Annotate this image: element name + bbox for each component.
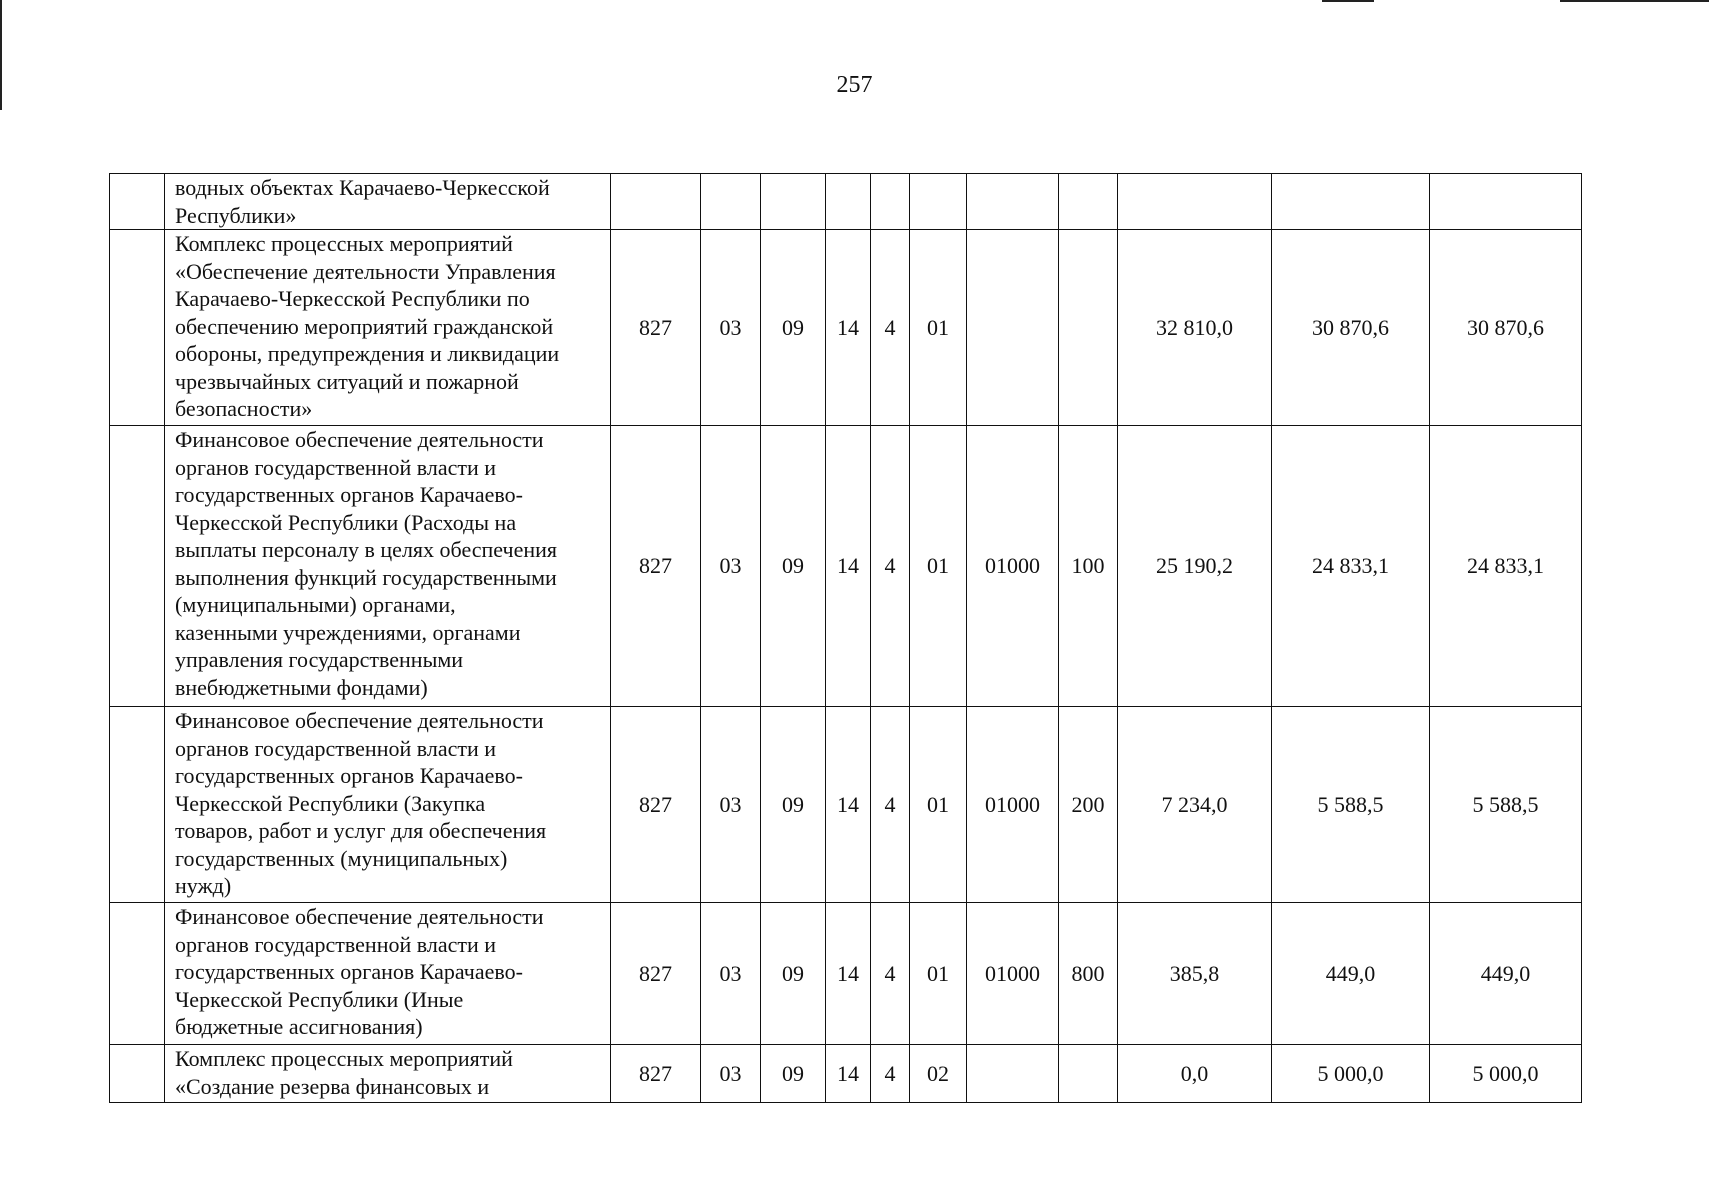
cell-csr2: 4 [871, 903, 910, 1045]
item-name-line: государственных (муниципальных) [175, 845, 508, 871]
cell-v1: 7 234,0 [1118, 707, 1272, 903]
cell-v3 [1430, 174, 1582, 230]
item-name-line: чрезвычайных ситуаций и пожарной [175, 368, 519, 394]
item-name-line: государственных органов Карачаево- [175, 482, 523, 507]
table-row [110, 426, 1582, 707]
cell-csr4: 01000 [967, 903, 1059, 1045]
item-name-cell [165, 707, 611, 903]
cell-csr2: 4 [871, 426, 910, 707]
item-name-cell [165, 174, 611, 230]
cell-rz: 03 [701, 230, 761, 426]
cell-pr [761, 174, 826, 230]
cell-rz [701, 174, 761, 230]
budget-table [109, 173, 1582, 1103]
cell-v2: 449,0 [1272, 903, 1430, 1045]
cell-glava: 827 [611, 426, 701, 707]
cell-csr1: 14 [826, 1045, 871, 1103]
cell-csr3: 01 [910, 426, 967, 707]
item-name-line: обороны, предупреждения и ликвидации [175, 341, 560, 366]
item-name-line: органов государственной власти и [175, 735, 497, 761]
cell-csr3: 01 [910, 230, 967, 426]
cell-csr4: 01000 [967, 707, 1059, 903]
item-name-line: управления государственными [175, 647, 464, 672]
item-name-line: выполнения функций государственными [175, 564, 557, 590]
table-row [110, 1045, 1582, 1103]
item-name-line: Черкесской Республики (Закупка [175, 790, 486, 816]
item-name-cell [165, 1045, 611, 1103]
cell-v3: 5 000,0 [1430, 1045, 1582, 1103]
cell-v1: 25 190,2 [1118, 426, 1272, 707]
cell-v2: 24 833,1 [1272, 426, 1430, 707]
cell-vr [1059, 230, 1118, 426]
item-name-line: нужд) [175, 873, 232, 898]
cell-rz: 03 [701, 1045, 761, 1103]
cell-csr3 [910, 174, 967, 230]
item-name-line: обеспечению мероприятий гражданской [175, 313, 554, 339]
item-name-line: государственных органов Карачаево- [175, 959, 523, 984]
cell-vr: 100 [1059, 426, 1118, 707]
cell-vr: 200 [1059, 707, 1118, 903]
cell-pr: 09 [761, 707, 826, 903]
cell-rz: 03 [701, 707, 761, 903]
cell-csr1: 14 [826, 903, 871, 1045]
cell-csr2: 4 [871, 707, 910, 903]
cell-csr1 [826, 174, 871, 230]
cell-v1: 32 810,0 [1118, 230, 1272, 426]
cell-pr: 09 [761, 903, 826, 1045]
row-index-cell [110, 174, 165, 230]
item-name-line: органов государственной власти и [175, 454, 497, 480]
item-name-line: Комплекс процессных мероприятий [175, 1046, 513, 1071]
item-name-line: «Создание резерва финансовых и [175, 1073, 490, 1099]
cell-glava [611, 174, 701, 230]
item-name-line: Финансовое обеспечение деятельности [175, 708, 544, 733]
cell-glava: 827 [611, 1045, 701, 1103]
cell-v1: 385,8 [1118, 903, 1272, 1045]
cell-v3: 30 870,6 [1430, 230, 1582, 426]
item-name-line: «Обеспечение деятельности Управления [175, 258, 556, 284]
cell-csr1: 14 [826, 230, 871, 426]
cell-glava: 827 [611, 707, 701, 903]
item-name-line: бюджетные ассигнования) [175, 1014, 423, 1039]
scan-top-line [1322, 0, 1374, 2]
item-name-line: Финансовое обеспечение деятельности [175, 427, 544, 452]
cell-pr: 09 [761, 426, 826, 707]
cell-v3: 449,0 [1430, 903, 1582, 1045]
table-row [110, 903, 1582, 1045]
item-name-line: внебюджетными фондами) [175, 674, 428, 700]
table-body [110, 174, 1582, 1103]
item-name-line: казенными учреждениями, органами [175, 619, 521, 645]
table-row [110, 230, 1582, 426]
cell-v3: 5 588,5 [1430, 707, 1582, 903]
item-name-line: Комплекс процессных мероприятий [175, 231, 513, 256]
item-name-line: Республики» [175, 202, 297, 228]
cell-csr4 [967, 174, 1059, 230]
cell-v3: 24 833,1 [1430, 426, 1582, 707]
cell-glava: 827 [611, 230, 701, 426]
row-index-cell [110, 426, 165, 707]
cell-csr1: 14 [826, 426, 871, 707]
cell-v2: 5 588,5 [1272, 707, 1430, 903]
cell-v2: 30 870,6 [1272, 230, 1430, 426]
row-index-cell [110, 707, 165, 903]
item-name-line: безопасности» [175, 396, 313, 421]
cell-rz: 03 [701, 426, 761, 707]
row-index-cell [110, 230, 165, 426]
row-index-cell [110, 1045, 165, 1103]
item-name-line: Карачаево-Черкесской Республики по [175, 286, 530, 311]
row-index-cell [110, 903, 165, 1045]
item-name-line: Черкесской Республики (Иные [175, 986, 464, 1012]
item-name-line: Финансовое обеспечение деятельности [175, 904, 544, 929]
item-name-cell [165, 903, 611, 1045]
cell-csr2 [871, 174, 910, 230]
table-row [110, 707, 1582, 903]
item-name-line: водных объектах Карачаево-Черкесской [175, 175, 550, 200]
cell-vr [1059, 1045, 1118, 1103]
table-row [110, 174, 1582, 230]
item-name-cell [165, 426, 611, 707]
item-name-line: органов государственной власти и [175, 931, 497, 957]
cell-csr3: 02 [910, 1045, 967, 1103]
scan-top-line [1560, 0, 1709, 2]
cell-vr: 800 [1059, 903, 1118, 1045]
cell-v1: 0,0 [1118, 1045, 1272, 1103]
cell-v1 [1118, 174, 1272, 230]
item-name-line: товаров, работ и услуг для обеспечения [175, 818, 547, 843]
cell-rz: 03 [701, 903, 761, 1045]
cell-v2: 5 000,0 [1272, 1045, 1430, 1103]
cell-pr: 09 [761, 1045, 826, 1103]
item-name-cell [165, 230, 611, 426]
item-name-line: государственных органов Карачаево- [175, 763, 523, 788]
page-number: 257 [836, 72, 873, 98]
cell-v2 [1272, 174, 1430, 230]
cell-csr2: 4 [871, 230, 910, 426]
cell-csr2: 4 [871, 1045, 910, 1103]
cell-csr1: 14 [826, 707, 871, 903]
cell-csr4 [967, 1045, 1059, 1103]
cell-csr3: 01 [910, 707, 967, 903]
cell-csr4: 01000 [967, 426, 1059, 707]
cell-csr4 [967, 230, 1059, 426]
item-name-line: (муниципальными) органами, [175, 592, 456, 617]
cell-vr [1059, 174, 1118, 230]
item-name-line: Черкесской Республики (Расходы на [175, 509, 517, 535]
cell-csr3: 01 [910, 903, 967, 1045]
cell-pr: 09 [761, 230, 826, 426]
cell-glava: 827 [611, 903, 701, 1045]
item-name-line: выплаты персоналу в целях обеспечения [175, 537, 558, 562]
